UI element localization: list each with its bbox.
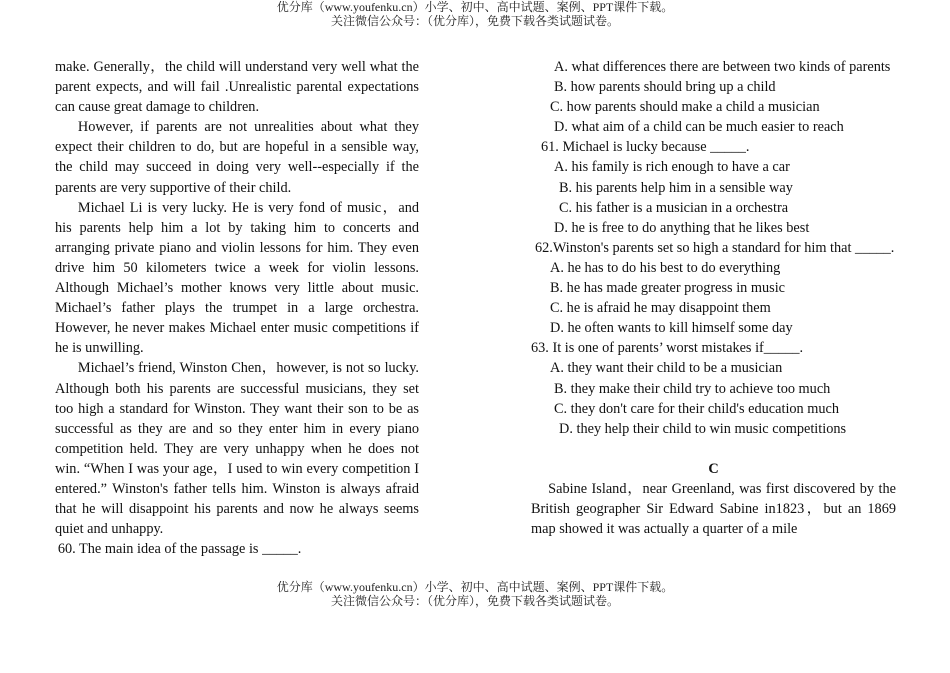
q62-option-d: D. he often wants to kill himself some day bbox=[550, 320, 793, 337]
question-62-stem: 62.Winston's parents set so high a standard for him that _____. bbox=[535, 239, 895, 256]
passage-paragraph-3: Michael Li is very lucky. He is very fond of music，and his parents help him a lot by taking him to concerts and arranging private piano and violin lessons for him. They even drive him 50 kilometers twice a week for violin lessons. Although Michael’s mother knows very little about music. Michael’s father plays the trumpet in a large orchestra. However, he never makes Michael enter music competitions if he is unwilling. bbox=[55, 199, 419, 357]
q62-option-c: C. he is afraid he may disappoint them bbox=[550, 300, 771, 317]
page-header bbox=[0, 0, 950, 28]
q61-option-a: A. his family is rich enough to have a car bbox=[554, 159, 790, 176]
q60-option-b: B. how parents should bring up a child bbox=[554, 79, 776, 96]
q60-option-a: A. what differences there are between two kinds of parents bbox=[554, 59, 891, 75]
right-column bbox=[531, 57, 896, 577]
footer-line-2: 关注微信公众号：（优分库），免费下载各类试题试卷。 bbox=[330, 594, 619, 608]
page-footer bbox=[0, 580, 950, 608]
header-line-1: 优分库（www.youfenku.cn）小学、初中、高中试题、案例、PPT课件下载。 bbox=[276, 0, 674, 14]
question-60-stem: 60. The main idea of the passage is _____. bbox=[57, 541, 302, 558]
q60-option-c: C. how parents should make a child a musician bbox=[550, 99, 820, 116]
passage-paragraph-2: However, if parents are not unrealities about what they expect their children to do, but are hopeful in a sensible way, the child may succeed in doing very well--especially if the parents are very supportive of their child. bbox=[55, 119, 419, 196]
q61-option-b: B. his parents help him in a sensible way bbox=[559, 179, 793, 196]
footer-line-1: 优分库（www.youfenku.cn）小学、初中、高中试题、案例、PPT课件下载。 bbox=[276, 580, 674, 594]
question-63-stem: 63. It is one of parents’ worst mistakes if_____. bbox=[531, 340, 804, 357]
question-61-stem: 61. Michael is lucky because _____. bbox=[541, 139, 750, 156]
left-column bbox=[55, 57, 419, 559]
passage-paragraph-1: make. Generally，the child will understand very well what the parent expects, and will fail .Unrealistic parental expectations can cause great damage to children. bbox=[55, 59, 419, 116]
q62-option-a: A. he has to do his best to do everything bbox=[550, 259, 781, 276]
q63-option-a: A. they want their child to be a musician bbox=[550, 360, 783, 377]
q61-option-c: C. his father is a musician in a orchestra bbox=[559, 199, 789, 216]
q60-option-d: D. what aim of a child can be much easier to reach bbox=[554, 119, 844, 136]
passage-paragraph-4: Michael’s friend, Winston Chen，however, is not so lucky. Although both his parents are successful musicians, they set too high a standard for Winston. They want their son to be as successful as they are and so they enter him in every piano competition held. They are very unhappy when he does not win. “When I was your age，I used to win every competition I entered.” Winston's father tells him. Winston is always afraid that he will disappoint his parents and now he always seems quiet and unhappy. bbox=[55, 360, 419, 538]
q63-option-d: D. they help their child to win music competitions bbox=[559, 420, 847, 437]
q63-option-c: C. they don't care for their child's education much bbox=[554, 400, 840, 417]
passage-c-paragraph-1: Sabine Island，near Greenland, was first discovered by the British geographer Sir Edward Sabine in1823，but an 1869 map showed it was actually a quarter of a mile bbox=[531, 480, 896, 538]
q62-option-b: B. he has made greater progress in music bbox=[550, 280, 786, 297]
q61-option-d: D. he is free to do anything that he likes best bbox=[554, 219, 810, 236]
section-heading-c: C bbox=[708, 460, 719, 477]
header-line-2: 关注微信公众号：（优分库），免费下载各类试题试卷。 bbox=[330, 14, 619, 28]
q63-option-b: B. they make their child try to achieve too much bbox=[554, 380, 831, 397]
